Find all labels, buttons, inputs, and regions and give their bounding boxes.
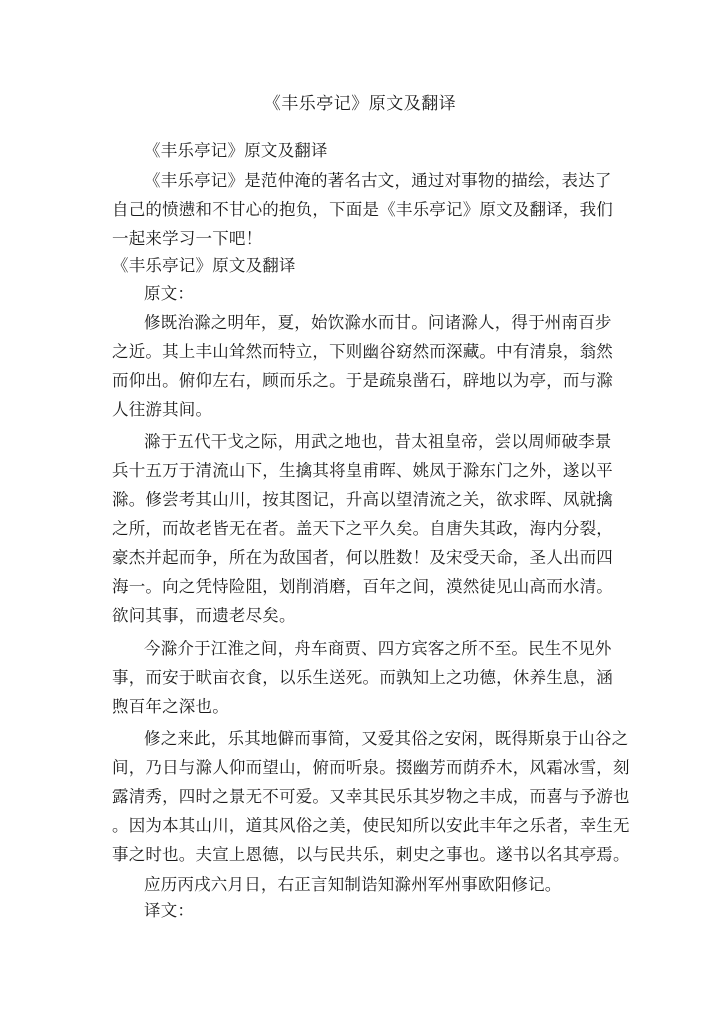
original-text-label: 原文： [144, 284, 195, 303]
paragraph-line: 今滁介于江淮之间，舟车商贾、四方宾客之所不至。民生不见外 [144, 639, 612, 658]
paragraph-line: 之近。其上丰山耸然而特立，下则幽谷窈然而深藏。中有清泉，翁然 [112, 342, 613, 361]
paragraph-line: 修既治滁之明年，夏，始饮滁水而甘。问诸滁人，得于州南百步 [144, 313, 612, 332]
paragraph-line: 事之时也。夫宣上恩德，以与民共乐，刺史之事也。遂书以名其亭焉。 [112, 845, 630, 864]
paragraph-line: 滁。修尝考其山川，按其图记，升高以望清流之关，欲求晖、凤就擒 [112, 490, 613, 509]
paragraph-line: 事，而安于畎亩衣食，以乐生送死。而孰知上之功德，休养生息，涵 [112, 668, 613, 687]
paragraph-line: 。因为本其山川，道其风俗之美，使民知所以安此丰年之乐者，幸生无 [112, 816, 630, 835]
paragraph-line: 间，乃日与滁人仰而望山，俯而听泉。掇幽芳而荫乔木，风霜冰雪，刻 [112, 758, 630, 777]
paragraph-line: 之所，而故老皆无在者。盖天下之平久矣。自唐失其政，海内分裂， [112, 519, 613, 538]
intro-line: 一起来学习一下吧！ [112, 229, 263, 248]
paragraph-line: 欲问其事，而遗老尽矣。 [112, 606, 296, 625]
paragraph-line: 人往游其间。 [112, 400, 213, 419]
section-heading: 《丰乐亭记》原文及翻译 [112, 256, 296, 275]
signature-line: 应历丙戌六月日，右正言知制诰知滁州军州事欧阳修记。 [144, 875, 562, 894]
paragraph-line: 豪杰并起而争，所在为敌国者，何以胜数！及宋受天命，圣人出而四 [112, 548, 613, 567]
paragraph-line: 滁于五代干戈之际，用武之地也，昔太祖皇帝，尝以周师破李景 [144, 432, 612, 451]
paragraph-line: 煦百年之深也。 [112, 697, 229, 716]
subtitle-line: 《丰乐亭记》原文及翻译 [144, 141, 328, 160]
paragraph-line: 而仰出。俯仰左右，顾而乐之。于是疏泉凿石，辟地以为亭，而与滁 [112, 371, 613, 390]
document-title: 《丰乐亭记》原文及翻译 [263, 94, 457, 114]
translation-label: 译文： [144, 901, 195, 920]
paragraph-line: 修之来此，乐其地僻而事简，又爱其俗之安闲，既得斯泉于山谷之 [144, 729, 629, 748]
paragraph-line: 海一。向之凭恃险阻，划削消磨，百年之间，漠然徒见山高而水清。 [112, 577, 613, 596]
intro-line: 《丰乐亭记》是范仲淹的著名古文，通过对事物的描绘，表达了 [144, 171, 612, 190]
intro-line: 自己的愤懑和不甘心的抱负，下面是《丰乐亭记》原文及翻译，我们 [112, 200, 613, 219]
paragraph-line: 露清秀，四时之景无不可爱。又幸其民乐其岁物之丰成，而喜与予游也 [112, 787, 630, 806]
paragraph-line: 兵十五万于清流山下，生擒其将皇甫晖、姚凤于滁东门之外，遂以平 [112, 461, 613, 480]
